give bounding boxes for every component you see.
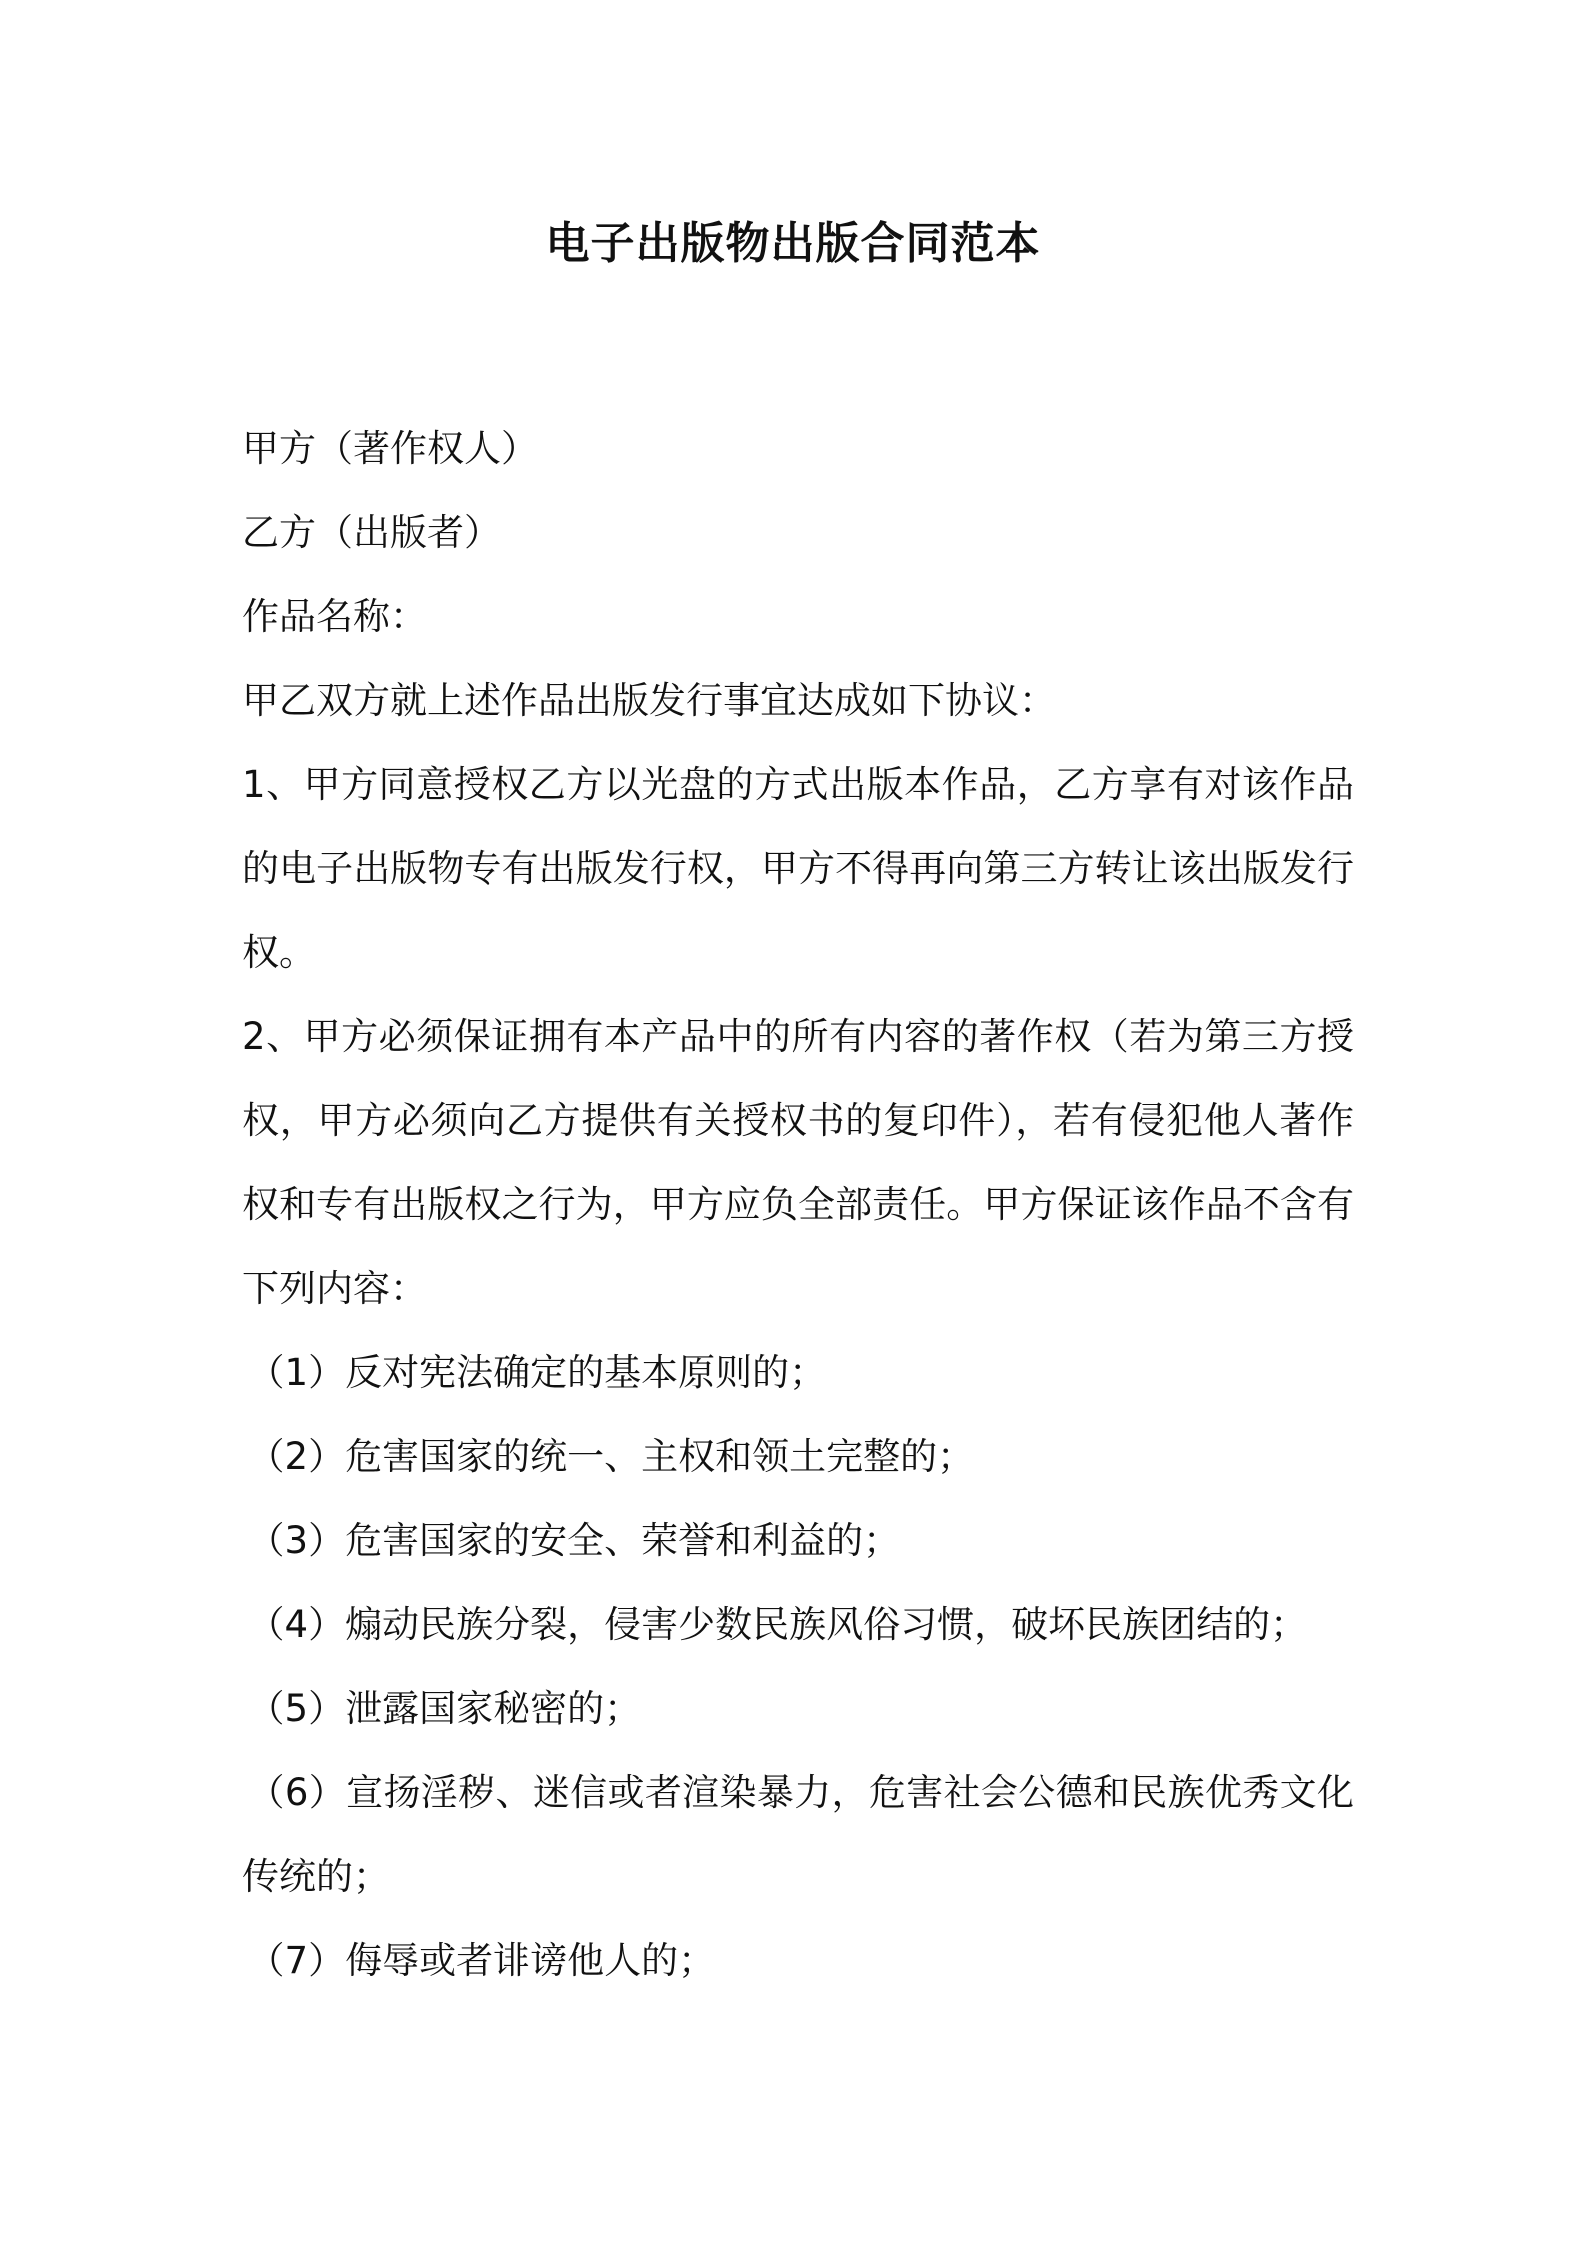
clause-1: 1、甲方同意授权乙方以光盘的方式出版本作品，乙方享有对该作品的电子出版物专有出版发行权，甲方不得再向第三方转让该出版发行权。 <box>242 763 1354 974</box>
party-b-line: 乙方（出版者） <box>242 511 501 554</box>
party-a-line: 甲方（著作权人） <box>242 427 538 470</box>
list-item: （4）煽动民族分裂，侵害少数民族风俗习惯，破坏民族团结的； <box>247 1603 1308 1646</box>
clause-2: 2、甲方必须保证拥有本产品中的所有内容的著作权（若为第三方授权，甲方必须向乙方提供有关授权书的复印件），若有侵犯他人著作权和专有出版权之行为，甲方应负全部责任。甲方保证该作品不含有下列内容： <box>242 1015 1354 1310</box>
agreement-intro: 甲乙双方就上述作品出版发行事宜达成如下协议： <box>242 679 1056 722</box>
document-title: 电子出版物出版合同范本 <box>545 218 1041 269</box>
list-item: （7）侮辱或者诽谤他人的； <box>247 1939 716 1982</box>
list-item: （6）宣扬淫秽、迷信或者渲染暴力，危害社会公德和民族优秀文化传统的； <box>242 1771 1354 1898</box>
list-item: （1）反对宪法确定的基本原则的； <box>247 1351 827 1394</box>
work-name-line: 作品名称： <box>242 595 427 638</box>
document-body <box>242 407 1354 2003</box>
list-item: （2）危害国家的统一、主权和领土完整的； <box>247 1435 975 1478</box>
list-item: （5）泄露国家秘密的； <box>247 1687 642 1730</box>
list-item: （3）危害国家的安全、荣誉和利益的； <box>247 1519 901 1562</box>
